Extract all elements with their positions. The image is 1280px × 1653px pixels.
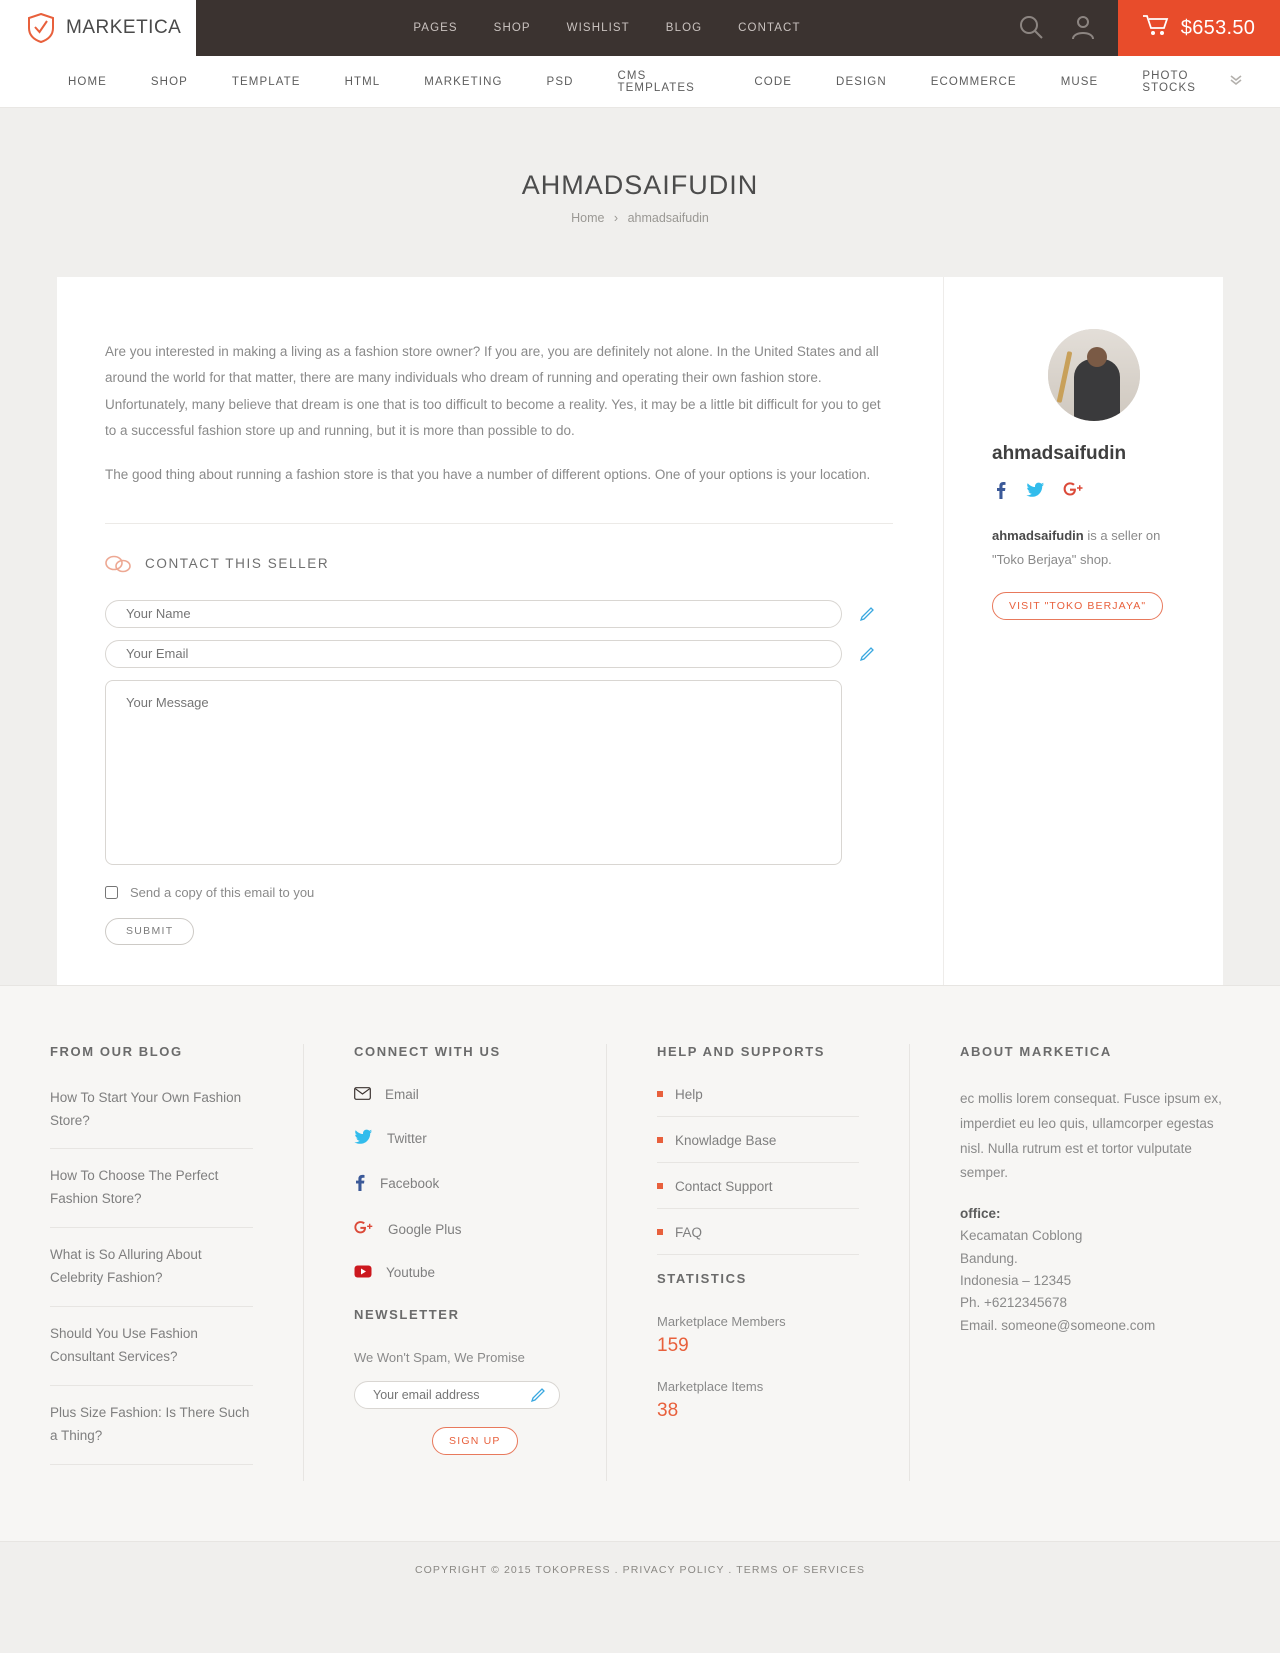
connect-item-facebook[interactable] [354, 1174, 556, 1194]
copyright-text: COPYRIGHT © 2015 TOKOPRESS . PRIVACY POLICY . TERMS OF SERVICES [414, 1563, 866, 1576]
office-line: Indonesia – 12345 [960, 1272, 1072, 1288]
page-header [0, 108, 1280, 277]
connect-item-twitter[interactable] [354, 1129, 556, 1148]
connect-label: Google Plus [388, 1221, 462, 1237]
top-nav-item-wishlist[interactable]: WISHLIST [566, 22, 630, 34]
facebook-icon [354, 1174, 366, 1194]
nav-item-muse[interactable]: MUSE [1060, 75, 1099, 88]
stat-label-members: Marketplace Members [657, 1313, 786, 1329]
about-text: ec mollis lorem consequat. Fusce ipsum ex, imperdiet eu leo quis, ullamcorper egestas nisl. Nulla rutrum est et tortor vulputate semper. [960, 1090, 1222, 1181]
send-copy-row [105, 885, 893, 900]
main-nav [0, 56, 1280, 108]
intro-paragraph-2: The good thing about running a fashion store is that you have a number of different options. One of your options is your location. [105, 467, 871, 483]
top-bar [0, 0, 1280, 56]
footer-connect-title: CONNECT WITH US [354, 1043, 501, 1059]
seller-intro [105, 339, 893, 489]
cart-icon [1143, 14, 1169, 42]
connect-label: Facebook [380, 1176, 440, 1192]
top-icon-group [1018, 0, 1118, 56]
nav-item-home[interactable]: HOME [68, 75, 107, 88]
contact-seller-heading [105, 554, 893, 574]
name-input[interactable] [105, 600, 842, 628]
google-plus-icon [354, 1220, 374, 1239]
top-nav [196, 0, 1018, 56]
divider [105, 523, 893, 524]
pen-icon [530, 1387, 546, 1406]
list-item[interactable]: Should You Use Fashion Consultant Services? [50, 1323, 253, 1386]
contact-form [105, 600, 893, 945]
breadcrumb-current: ahmadsaifudin [627, 211, 709, 225]
twitter-icon [354, 1129, 373, 1148]
breadcrumb-home[interactable]: Home [571, 211, 605, 225]
help-label: FAQ [675, 1224, 703, 1240]
connect-label: Youtube [386, 1265, 436, 1281]
help-item-faq[interactable] [657, 1225, 859, 1255]
footer-blog-column [0, 1044, 303, 1481]
email-field-wrapper [105, 640, 893, 668]
copyright-bar [0, 1541, 1280, 1602]
shield-check-icon [28, 13, 54, 43]
office-label: office: [960, 1206, 1001, 1222]
contact-seller-label: CONTACT THIS SELLER [145, 556, 330, 572]
list-item[interactable]: Plus Size Fashion: Is There Such a Thing? [50, 1402, 253, 1465]
bullet-square-icon [657, 1091, 663, 1097]
logo-text: MARKETICA [66, 17, 182, 38]
footer-help-title: HELP AND SUPPORTS [657, 1043, 826, 1059]
cart-total: $653.50 [1180, 16, 1256, 39]
newsletter-title: NEWSLETTER [354, 1306, 460, 1322]
nav-item-html[interactable]: HTML [344, 75, 381, 88]
stat-value-items: 38 [657, 1399, 679, 1421]
send-copy-label: Send a copy of this email to you [130, 884, 315, 900]
content-card [57, 277, 1223, 985]
newsletter-field-wrapper [354, 1381, 560, 1409]
intro-paragraph-1: Are you interested in making a living as a fashion store owner? If you are, you are definitely not alone. In the United States and all around the world for that matter, there are many individuals who dream of running and operating their own fashion store. Unfortunately, many believe that dream is one that is too difficult to become a reality. Yes, it may be a little bit difficult for you to get to a successful fashion store up and running, but it is more than possible to do. [105, 344, 881, 438]
facebook-icon[interactable] [992, 481, 1008, 502]
avatar [1048, 329, 1140, 421]
user-icon[interactable] [1070, 14, 1096, 43]
nav-item-cms-templates[interactable]: CMS TEMPLATES [617, 69, 695, 94]
help-label: Help [675, 1086, 703, 1102]
breadcrumb-separator: › [613, 211, 619, 225]
list-item[interactable]: What is So Alluring About Celebrity Fashion? [50, 1244, 253, 1307]
footer-about-title: ABOUT MARKETICA [960, 1043, 1112, 1059]
list-item[interactable]: How To Choose The Perfect Fashion Store? [50, 1165, 253, 1228]
connect-label: Email [385, 1087, 419, 1103]
connect-label: Twitter [387, 1130, 427, 1146]
nav-item-shop[interactable]: SHOP [150, 75, 188, 88]
top-nav-item-shop[interactable]: SHOP [493, 22, 531, 34]
top-nav-item-blog[interactable]: BLOG [665, 22, 703, 34]
footer [0, 985, 1280, 1541]
help-item-contact-support[interactable] [657, 1179, 859, 1209]
name-field-wrapper [105, 600, 893, 628]
stat-label-items: Marketplace Items [657, 1378, 764, 1394]
top-nav-item-pages[interactable]: PAGES [413, 22, 458, 34]
office-line: Email. someone@someone.com [960, 1317, 1156, 1333]
seller-description [992, 524, 1195, 572]
bullet-square-icon [657, 1183, 663, 1189]
content-main [57, 277, 943, 985]
footer-blog-list [50, 1087, 253, 1465]
send-copy-checkbox[interactable] [105, 886, 118, 899]
help-item-help[interactable] [657, 1087, 859, 1117]
search-icon[interactable] [1018, 14, 1044, 43]
seller-name: ahmadsaifudin [992, 443, 1127, 464]
twitter-icon[interactable] [1026, 481, 1045, 502]
email-icon [354, 1087, 371, 1103]
bullet-square-icon [657, 1229, 663, 1235]
submit-button[interactable]: SUBMIT [105, 918, 194, 945]
top-nav-item-contact[interactable]: CONTACT [738, 22, 801, 34]
office-line: Bandung. [960, 1250, 1018, 1266]
nav-item-code[interactable]: CODE [754, 75, 793, 88]
cart-button[interactable] [1118, 0, 1280, 56]
pen-icon [859, 606, 875, 625]
help-item-knowledge-base[interactable] [657, 1133, 859, 1163]
google-plus-icon[interactable] [1063, 481, 1085, 502]
chat-bubbles-icon [105, 554, 131, 574]
footer-blog-title: FROM OUR BLOG [50, 1043, 183, 1059]
connect-item-email[interactable] [354, 1087, 556, 1103]
office-line: Ph. +6212345678 [960, 1295, 1067, 1311]
message-textarea[interactable] [105, 680, 842, 865]
breadcrumb [0, 211, 1280, 225]
office-line: Kecamatan Coblong [960, 1228, 1083, 1244]
seller-description-name: ahmadsaifudin [992, 528, 1084, 543]
nav-item-photo-stocks[interactable]: PHOTO STOCKS [1142, 69, 1197, 94]
nav-item-psd[interactable]: PSD [546, 75, 574, 88]
email-input[interactable] [105, 640, 842, 668]
youtube-icon [354, 1265, 372, 1281]
seller-sidebar [943, 277, 1223, 985]
newsletter-signup-button[interactable]: SIGN UP [432, 1427, 518, 1455]
help-label: Knowladge Base [675, 1132, 777, 1148]
logo[interactable] [0, 0, 196, 56]
statistics-title: STATISTICS [657, 1270, 747, 1286]
footer-about-column [909, 1044, 1280, 1481]
newsletter-promise: We Won't Spam, We Promise [354, 1349, 525, 1365]
chevron-double-down-icon[interactable] [1228, 73, 1244, 90]
help-label: Contact Support [675, 1178, 773, 1194]
seller-description-rest: is a seller on "Toko Berjaya" shop. [992, 528, 1161, 568]
stat-value-members: 159 [657, 1334, 689, 1356]
visit-shop-button[interactable]: VISIT "TOKO BERJAYA" [992, 592, 1163, 620]
pen-icon [859, 646, 875, 665]
nav-item-marketing[interactable]: MARKETING [424, 75, 503, 88]
nav-item-template[interactable]: TEMPLATE [231, 75, 301, 88]
connect-item-google-plus[interactable] [354, 1220, 556, 1239]
seller-socials [992, 481, 1195, 502]
list-item[interactable]: How To Start Your Own Fashion Store? [50, 1087, 253, 1150]
page-title: AHMADSAIFUDIN [521, 170, 759, 200]
bullet-square-icon [657, 1137, 663, 1143]
nav-item-ecommerce[interactable]: ECOMMERCE [930, 75, 1017, 88]
nav-item-design[interactable]: DESIGN [836, 75, 887, 88]
footer-connect-column [303, 1044, 606, 1481]
footer-help-column [606, 1044, 909, 1481]
connect-item-youtube[interactable] [354, 1265, 556, 1281]
